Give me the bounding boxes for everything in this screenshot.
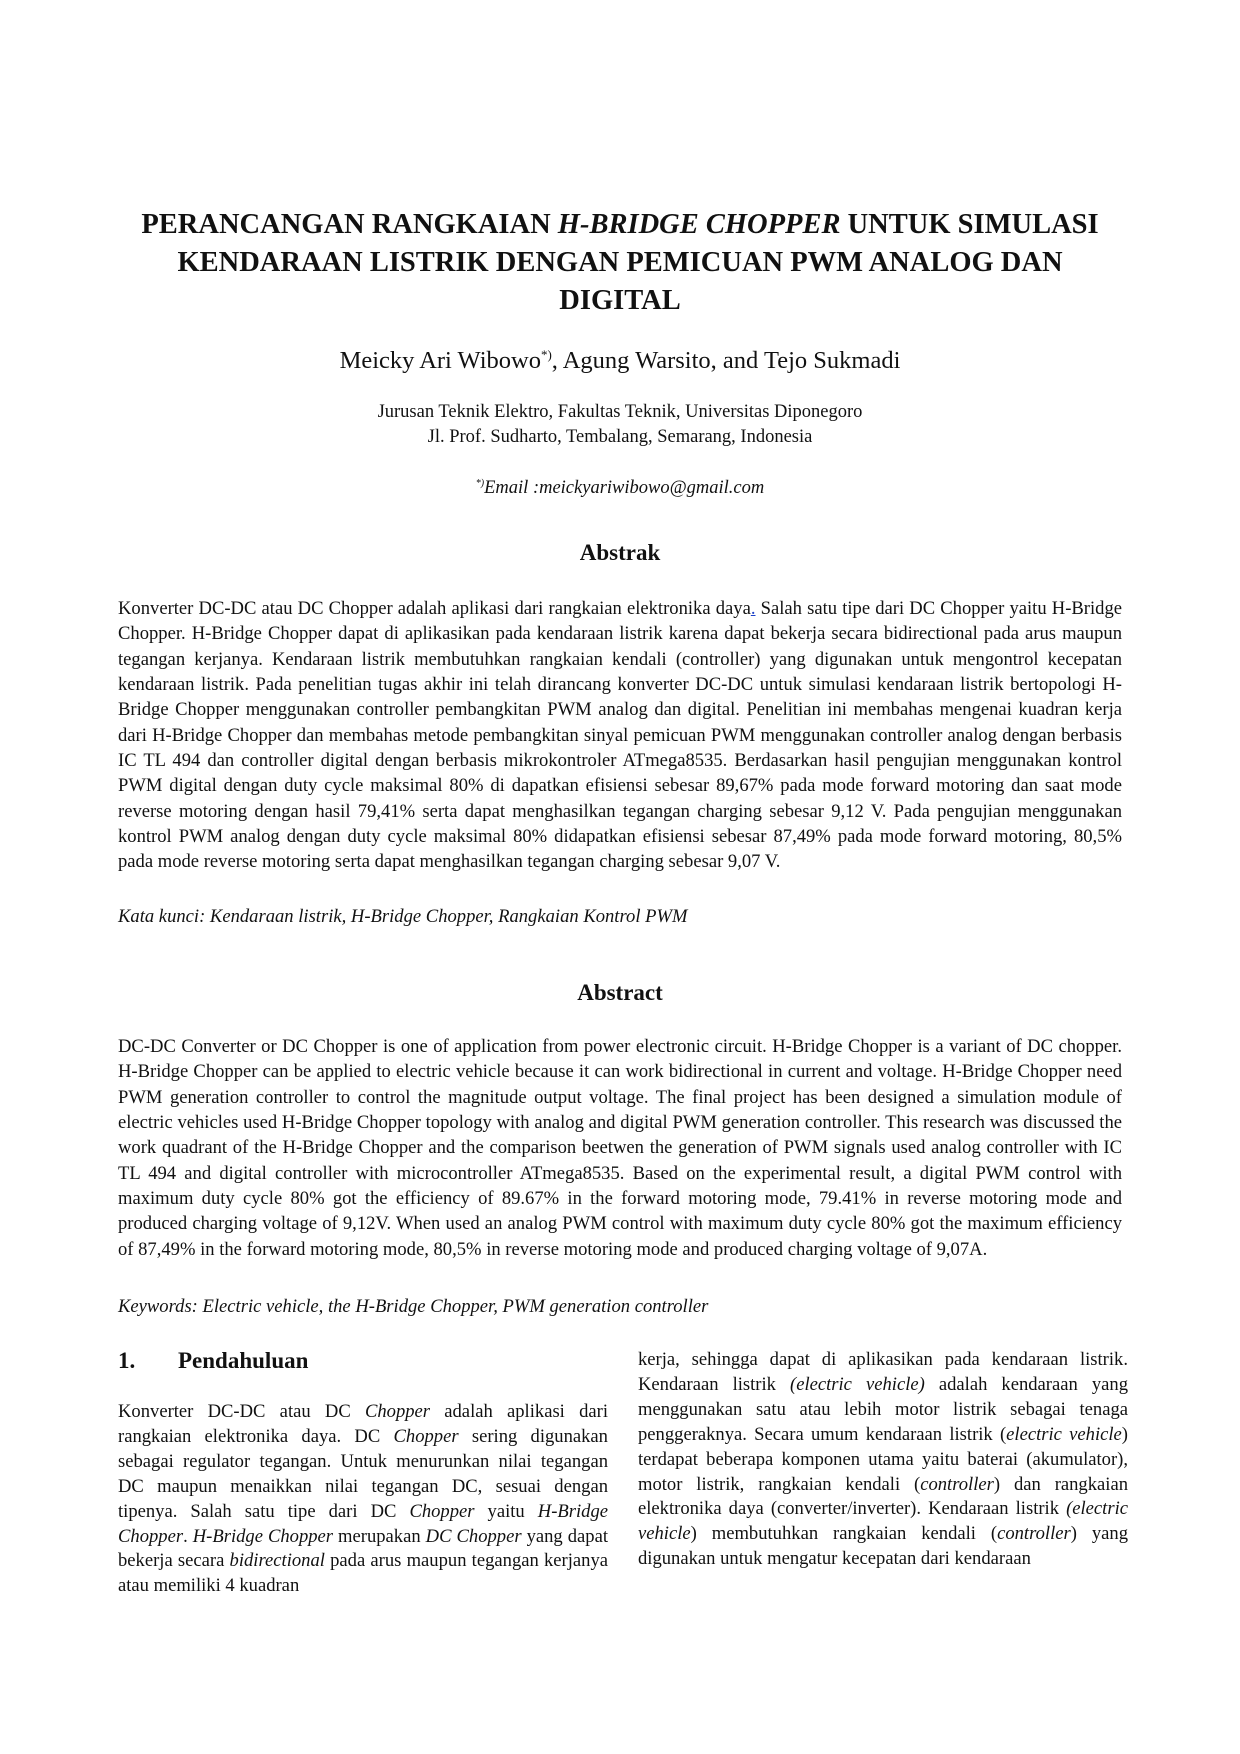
intro-right-column: [638, 1348, 1128, 1572]
email-text: Email :meickyariwibowo@gmail.com: [484, 478, 765, 499]
intro-right-text: ) membutuhkan rangkaian kendali (: [690, 1523, 998, 1545]
abstrak-text-b: Salah satu tipe dari DC Chopper yaitu H-Bridge Chopper. H-Bridge Chopper dapat di aplikasikan pada kendaraan listrik karena dapat bekerja secara bidirectional pada arus maupun tegangan kerjanya. Kendaraan listrik membutuhkan rangkaian kendali (controller) yang digunakan untuk mengontrol kecepatan kendaraan listrik. Pada penelitian tugas akhir ini telah dirancang konverter DC-DC untuk simulasi kendaraan listrik bertopologi H-Bridge Chopper menggunakan controller pembangkitan PWM analog dan digital. Penelitian ini membahas mengenai kuadran kerja dari H-Bridge Chopper dan membahas metode pembangkitan sinyal pemicuan PWM menggunakan controller analog dengan berbasis IC TL 494 dan controller digital dengan berbasis mikrokontroler ATmega8535. Berdasarkan hasil pengujian menggunakan kontrol PWM digital dengan duty cycle maksimal 80% di dapatkan efisiensi sebesar 89,67% pada mode forward motoring dan saat mode reverse motoring dengan hasil 79,41% serta dapat menghasilkan tegangan charging sebesar 9,12 V. Pada pengujian menggunakan kontrol PWM analog dengan duty cycle maksimal 80% didapatkan efisiensi sebesar 87,49% pada mode forward motoring, 80,5% pada mode reverse motoring serta dapat menghasilkan tegangan charging sebesar 9,07 V.: [118, 598, 1122, 873]
intro-right-italic: (electric vehicle): [790, 1373, 925, 1395]
section-1-heading: [118, 1348, 308, 1374]
intro-left-column: [118, 1400, 608, 1599]
abstrak-text-a: Konverter DC-DC atau DC Chopper adalah aplikasi dari rangkaian elektronika daya: [118, 598, 751, 619]
abstrak-body: [118, 596, 1122, 875]
corresponding-author-mark: *): [540, 347, 552, 362]
intro-left-text: yaitu: [474, 1500, 538, 1522]
intro-left-text: merupakan: [333, 1525, 426, 1547]
author-list: [118, 340, 1122, 376]
section-1-number: 1.: [118, 1348, 136, 1373]
title-part-1: PERANCANGAN RANGKAIAN: [141, 209, 558, 240]
intro-right-text: ) terdapat beberapa komponen utama yaitu baterai (akumulator), motor listrik, rangkaian kendali (: [638, 1423, 1128, 1495]
affiliation-line-1: Jurusan Teknik Elektro, Fakultas Teknik, Universitas Diponegoro: [377, 402, 863, 422]
intro-left-italic: H-Bridge Chopper: [192, 1525, 334, 1547]
intro-right-text: adalah kendaraan yang menggunakan satu atau lebih motor listrik sebagai tenaga penggeraknya. Secara umum kendaraan listrik (: [638, 1373, 1128, 1445]
intro-right-italic: (electric vehicle: [638, 1498, 1128, 1545]
intro-right-text: ) yang digunakan untuk mengatur kecepatan dari kendaraan: [638, 1523, 1129, 1570]
title-italic-term: H-BRIDGE CHOPPER: [557, 209, 841, 240]
section-1-title: Pendahuluan: [178, 1348, 309, 1373]
intro-left-text: pada arus maupun tegangan kerjanya atau memiliki 4 kuadran: [118, 1550, 608, 1597]
intro-left-text: sering digunakan sebagai regulator tegangan. Untuk menurunkan nilai tegangan DC maupun menaikkan nilai tegangan DC, sesuai dengan tipenya. Salah satu tipe dari DC: [118, 1425, 608, 1522]
intro-left-text: .: [183, 1525, 193, 1547]
abstrak-link-dot[interactable]: .: [750, 598, 756, 619]
email-mark: *): [475, 478, 485, 489]
paper-title: [118, 206, 1122, 320]
intro-left-italic: DC Chopper: [425, 1525, 522, 1547]
intro-right-italic: controller: [920, 1473, 994, 1495]
abstract-body: DC-DC Converter or DC Chopper is one of application from power electronic circuit. H-Bridge Chopper is a variant of DC chopper. H-Bridge Chopper can be applied to electric vehicle because it can work bidirectional in current and voltage. H-Bridge Chopper need PWM generation controller to control the magnitude output voltage. The final project has been designed a simulation module of electric vehicles used H-Bridge Chopper topology with analog and digital PWM generation controller. This research was discussed the work quadrant of the H-Bridge Chopper and the comparison beetwen the generation of PWM signals used analog controller with IC TL 494 and digital controller with microcontroller ATmega8535. Based on the experimental result, a digital PWM control with maximum duty cycle 80% got the efficiency of 89.67% in the forward motoring mode, 79.41% in reverse motoring mode and produced charging voltage of 9,12V. When used an analog PWM control with maximum duty cycle 80% got the maximum efficiency of 87,49% in the forward motoring mode, 80,5% in reverse motoring mode and produced charging voltage of 9,07A.: [118, 1036, 1122, 1260]
intro-right-text: ) dan rangkaian elektronika daya (converter/inverter). Kendaraan listrik: [638, 1473, 1128, 1520]
abstrak-heading: Abstrak: [579, 540, 661, 565]
first-author: Meicky Ari Wibowo: [339, 347, 541, 375]
title-part-2: UNTUK SIMULASI KENDARAAN LISTRIK DENGAN PEMICUAN PWM ANALOG DAN DIGITAL: [177, 209, 1099, 316]
other-authors: , Agung Warsito, and Tejo Sukmadi: [551, 347, 901, 375]
intro-left-italic: Chopper: [393, 1425, 459, 1447]
intro-right-italic: controller: [997, 1523, 1071, 1545]
abstract-heading: Abstract: [577, 980, 663, 1005]
contact-email: [118, 471, 1122, 501]
abstract-keywords: Keywords: Electric vehicle, the H-Bridge Chopper, PWM generation controller: [118, 1296, 709, 1317]
affiliation: [118, 400, 1122, 450]
intro-left-text: Konverter DC-DC atau DC: [118, 1401, 365, 1422]
intro-left-italic: Chopper: [409, 1500, 475, 1522]
intro-left-italic: H-Bridge Chopper: [118, 1500, 608, 1547]
intro-right-italic: electric vehicle: [1006, 1423, 1122, 1445]
intro-left-text: yang dapat bekerja secara: [118, 1525, 608, 1572]
intro-right-text: kerja, sehingga dapat di aplikasikan pada kendaraan listrik. Kendaraan listrik: [638, 1349, 1128, 1395]
intro-left-italic: bidirectional: [229, 1550, 325, 1572]
abstrak-keywords: Kata kunci: Kendaraan listrik, H-Bridge Chopper, Rangkaian Kontrol PWM: [118, 906, 688, 927]
intro-left-italic: Chopper: [364, 1401, 431, 1422]
intro-left-text: adalah aplikasi dari rangkaian elektronika daya. DC: [118, 1401, 608, 1447]
affiliation-line-2: Jl. Prof. Sudharto, Tembalang, Semarang, Indonesia: [427, 427, 813, 447]
